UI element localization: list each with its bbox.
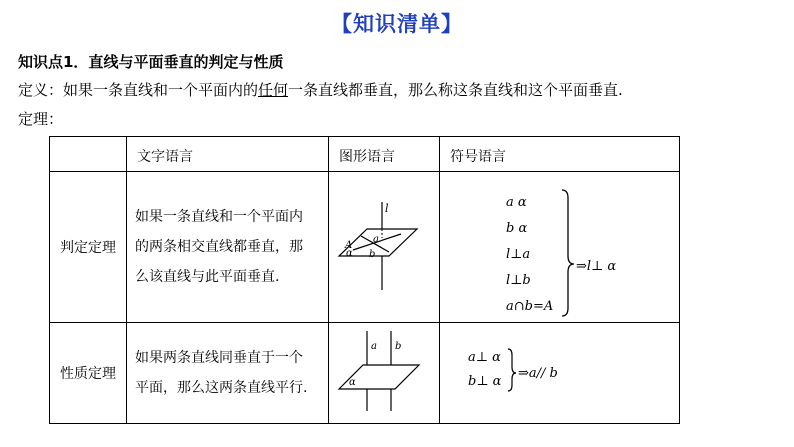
label-A: A — [345, 240, 353, 251]
row-label-criterion: 判定定理 — [50, 172, 127, 323]
page-title: 【知识清单】 — [331, 12, 463, 36]
theorem-label: 定理： — [18, 110, 64, 128]
label-l: l — [385, 202, 389, 215]
property-text — [127, 323, 329, 424]
property-figure-svg — [329, 323, 429, 423]
header-cell-empty — [50, 137, 127, 172]
table-header-row — [50, 137, 680, 172]
criterion-text-line: 的两条相交直线都垂直，那 — [135, 239, 303, 255]
symbol-line: a α — [506, 195, 527, 210]
right-brace — [562, 190, 574, 316]
symbol-line: a∩b=A — [506, 299, 554, 314]
criterion-symbols-svg — [440, 172, 669, 322]
criterion-text-line: 么该直线与此平面垂直. — [135, 269, 280, 285]
label-a: a — [373, 234, 379, 245]
property-symbols-svg — [440, 323, 669, 423]
symbol-line: l⊥b — [506, 273, 531, 288]
section-heading: 知识点1．直线与平面垂直的判定与性质 — [18, 53, 284, 71]
symbol-line: l⊥a — [506, 247, 531, 262]
criterion-text-line: 如果一条直线和一个平面内 — [135, 209, 303, 225]
criterion-figure-svg — [329, 172, 429, 322]
label-a: a — [371, 341, 377, 352]
symbol-line: b α — [506, 221, 528, 236]
definition-underlined: 任何 — [258, 81, 289, 99]
table-row-criterion — [50, 172, 680, 323]
definition-suffix: 一条直线都垂直，那么称这条直线和这个平面垂直. — [288, 81, 623, 99]
criterion-figure — [329, 172, 440, 323]
definition-prefix: 定义：如果一条直线和一个平面内的 — [18, 81, 259, 99]
label-b: b — [395, 341, 402, 352]
property-text-line: 平面，那么这两条直线平行. — [135, 380, 308, 396]
header-symbol-language: 符号语言 — [440, 137, 680, 172]
property-text-line: 如果两条直线同垂直于一个 — [135, 350, 303, 366]
property-symbols — [440, 323, 680, 424]
criterion-symbols — [440, 172, 680, 323]
header-figure-language: 图形语言 — [329, 137, 440, 172]
definition-line — [18, 79, 623, 100]
symbol-conclusion: ⇒l⊥ α — [576, 259, 617, 274]
row-label-property: 性质定理 — [50, 323, 127, 424]
symbol-conclusion: ⇒a// b — [518, 366, 558, 381]
label-alpha: α — [349, 377, 356, 388]
table-row-property — [50, 323, 680, 424]
symbol-line: a⊥ α — [468, 350, 501, 365]
label-alpha: α — [346, 248, 353, 259]
right-brace — [508, 349, 516, 391]
theorem-table — [49, 136, 680, 424]
symbol-line: b⊥ α — [468, 374, 502, 389]
property-figure — [329, 323, 440, 424]
header-text-language: 文字语言 — [127, 137, 329, 172]
criterion-text — [127, 172, 329, 323]
label-b: b — [369, 249, 376, 260]
